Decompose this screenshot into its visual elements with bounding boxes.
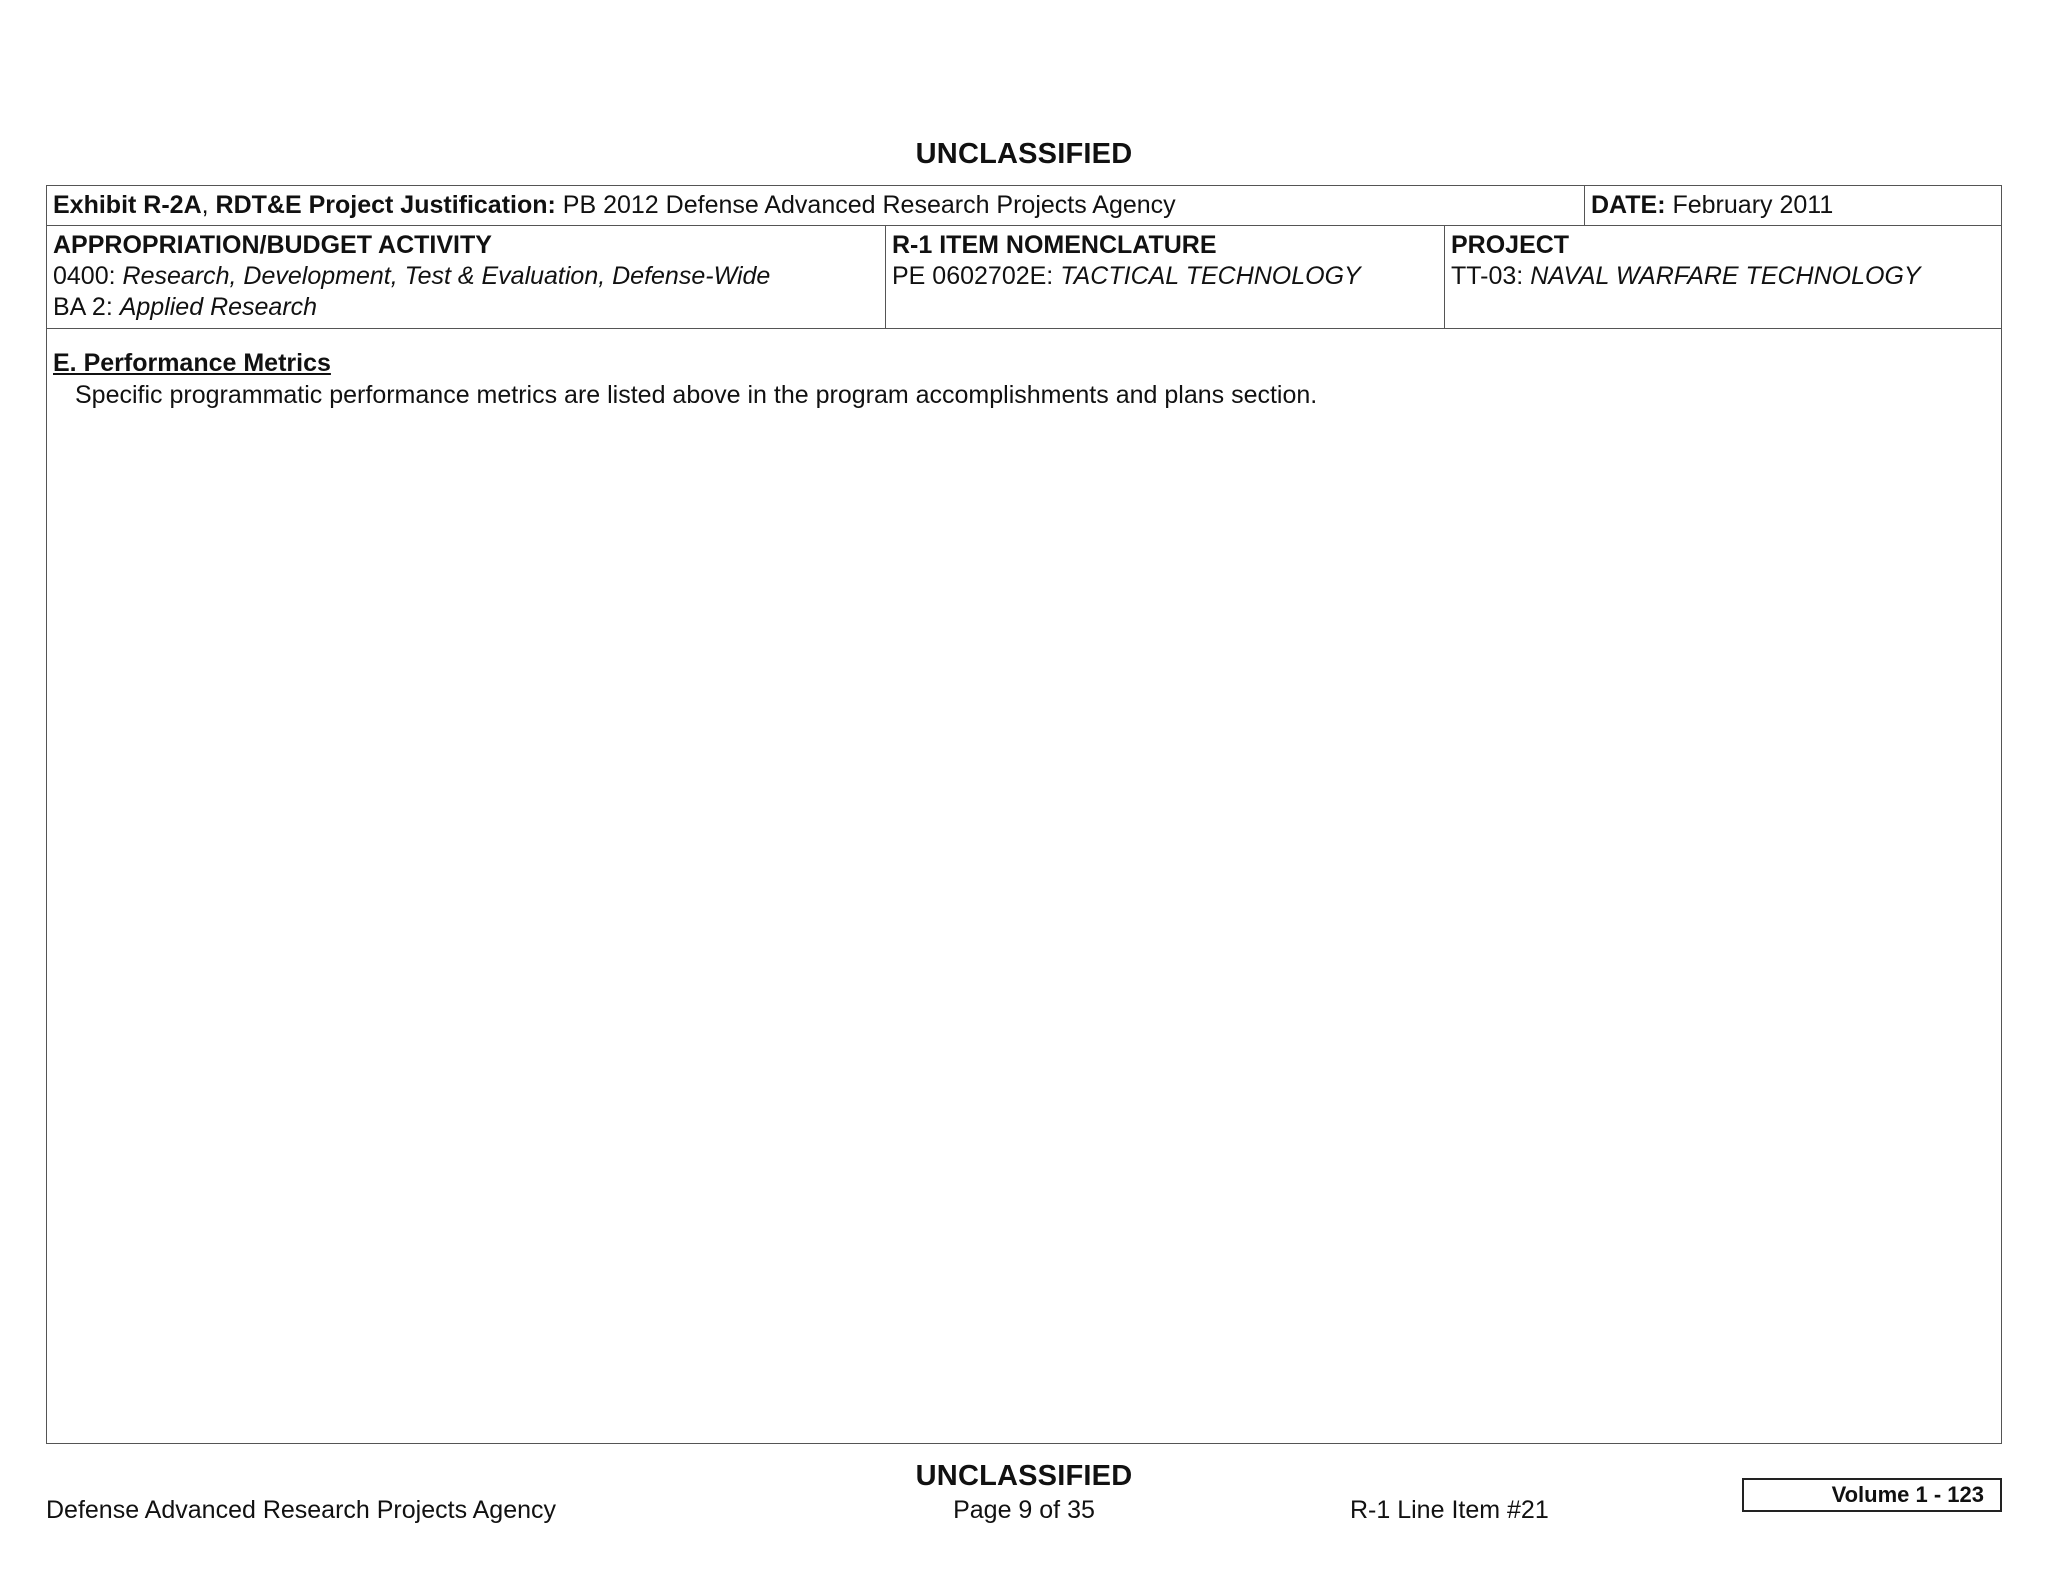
project-text: NAVAL WARFARE TECHNOLOGY — [1530, 262, 1921, 290]
section-heading: E. Performance Metrics — [53, 349, 331, 377]
budget-activity-text: Applied Research — [119, 293, 318, 321]
classification-banner-top: UNCLASSIFIED — [915, 138, 1133, 170]
appropriation-code: 0400: — [53, 262, 123, 290]
appropriation-text: Research, Development, Test & Evaluation, Defense-Wide — [122, 262, 771, 290]
date-label: DATE: — [1591, 191, 1666, 219]
appropriation-heading: APPROPRIATION/BUDGET ACTIVITY — [53, 231, 492, 259]
nomenclature-cell — [885, 226, 1444, 328]
date-cell — [1584, 186, 2001, 225]
exhibit-title-row — [47, 186, 2001, 226]
nomenclature-heading: R-1 ITEM NOMENCLATURE — [892, 231, 1217, 259]
budget-activity-code: BA 2: — [53, 293, 120, 321]
exhibit-label: Exhibit R-2A — [53, 191, 202, 219]
appropriation-line-1 — [53, 261, 879, 292]
exhibit-frame — [46, 185, 2002, 1444]
volume-badge: Volume 1 - 123 — [1742, 1478, 2002, 1512]
nomenclature-line — [892, 261, 1438, 292]
exhibit-title-cell — [47, 186, 1584, 225]
section-body: Specific programmatic performance metrics are listed above in the program accomplishments and plans section. — [75, 381, 1318, 409]
date-value: February 2011 — [1665, 191, 1834, 219]
appropriation-cell — [47, 226, 885, 328]
performance-metrics-section — [53, 347, 1317, 411]
nomenclature-text: TACTICAL TECHNOLOGY — [1060, 262, 1361, 290]
classification-banner-bottom: UNCLASSIFIED — [915, 1460, 1133, 1492]
footer-page-number: Page 9 of 35 — [953, 1496, 1095, 1524]
nomenclature-code: PE 0602702E: — [892, 262, 1061, 290]
budget-activity-line — [53, 292, 879, 323]
justification-label: RDT&E Project Justification: — [215, 191, 556, 219]
project-line — [1451, 261, 1995, 292]
footer-line-item: R-1 Line Item #21 — [1350, 1496, 1549, 1524]
justification-value: PB 2012 Defense Advanced Research Projects Agency — [555, 191, 1176, 219]
project-cell — [1444, 226, 2001, 328]
exhibit-info-row — [47, 226, 2001, 329]
project-heading: PROJECT — [1451, 231, 1570, 259]
exhibit-separator: , — [201, 191, 216, 219]
project-code: TT-03: — [1451, 262, 1531, 290]
footer-agency: Defense Advanced Research Projects Agency — [46, 1496, 557, 1524]
